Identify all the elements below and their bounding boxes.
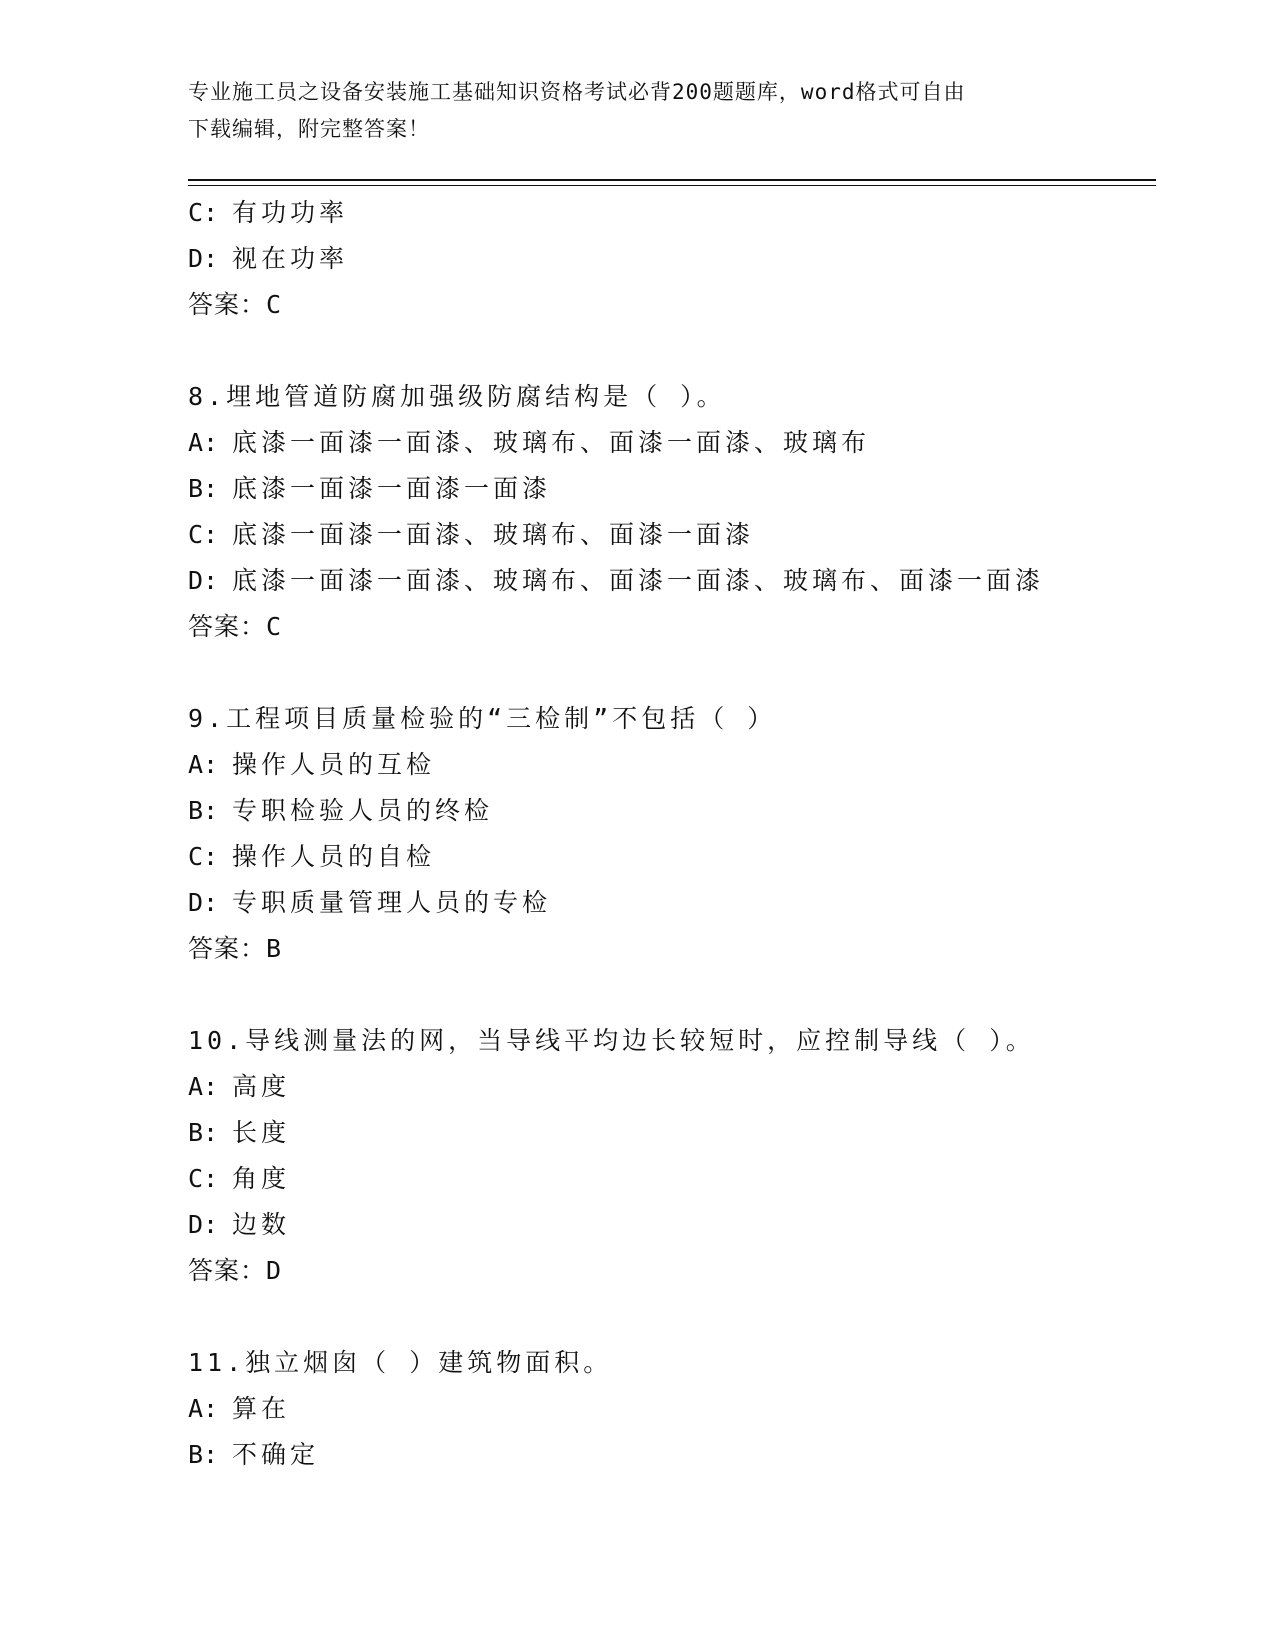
question-text: 9.工程项目质量检验的“三检制”不包括（ ） bbox=[188, 704, 777, 733]
header-line-2: 下载编辑，附完整答案！ bbox=[188, 117, 430, 141]
option-b: B: 不确定 bbox=[188, 1440, 320, 1469]
answer-value: C bbox=[266, 290, 283, 319]
option-text: 底漆一面漆一面漆、玻璃布、面漆一面漆、玻璃布、面漆一面漆 bbox=[232, 566, 1045, 595]
option-a: A: 操作人员的互检 bbox=[188, 750, 436, 779]
header-line-1: 专业施工员之设备安装施工基础知识资格考试必背200题题库，word格式可自由 bbox=[188, 80, 966, 104]
question-text: 10.导线测量法的网，当导线平均边长较短时，应控制导线（ ）。 bbox=[188, 1026, 1035, 1055]
answer-line bbox=[188, 1248, 1148, 1294]
option-c: C: 有功功率 bbox=[188, 198, 349, 227]
answer-line bbox=[188, 926, 1148, 972]
option-text: 算在 bbox=[232, 1394, 291, 1423]
answer-value: D bbox=[266, 1256, 283, 1285]
answer-label: 答案： bbox=[188, 612, 267, 641]
option-c: C: 操作人员的自检 bbox=[188, 842, 436, 871]
question-list bbox=[188, 190, 1148, 1478]
option-text: 专职检验人员的终检 bbox=[232, 796, 494, 825]
option-b: B: 长度 bbox=[188, 1118, 291, 1147]
option-d: D: 边数 bbox=[188, 1210, 291, 1239]
question-block-8 bbox=[188, 374, 1148, 650]
document-header bbox=[188, 74, 1078, 148]
question-text: 11.独立烟囱（ ）建筑物面积。 bbox=[188, 1348, 613, 1377]
option-text: 高度 bbox=[232, 1072, 291, 1101]
option-text: 专职质量管理人员的专检 bbox=[232, 888, 552, 917]
header-divider-thick bbox=[188, 179, 1156, 181]
option-d: D: 底漆一面漆一面漆、玻璃布、面漆一面漆、玻璃布、面漆一面漆 bbox=[188, 566, 1045, 595]
option-text: 不确定 bbox=[232, 1440, 320, 1469]
answer-label: 答案： bbox=[188, 1256, 267, 1285]
question-text: 8.埋地管道防腐加强级防腐结构是（ ）。 bbox=[188, 382, 726, 411]
option-d: D: 视在功率 bbox=[188, 244, 349, 273]
question-block-10 bbox=[188, 1018, 1148, 1294]
option-a: A: 算在 bbox=[188, 1394, 291, 1423]
option-b: B: 底漆一面漆一面漆一面漆 bbox=[188, 474, 552, 503]
option-text: 操作人员的自检 bbox=[232, 842, 436, 871]
option-text: 长度 bbox=[232, 1118, 291, 1147]
answer-line bbox=[188, 282, 1148, 328]
option-b: B: 专职检验人员的终检 bbox=[188, 796, 494, 825]
option-text: 角度 bbox=[232, 1164, 291, 1193]
header-divider-thin bbox=[188, 185, 1156, 186]
answer-line bbox=[188, 604, 1148, 650]
answer-label: 答案： bbox=[188, 290, 267, 319]
option-text: 有功功率 bbox=[232, 198, 349, 227]
option-a: A: 底漆一面漆一面漆、玻璃布、面漆一面漆、玻璃布 bbox=[188, 428, 871, 457]
option-text: 底漆一面漆一面漆、玻璃布、面漆一面漆、玻璃布 bbox=[232, 428, 871, 457]
question-block-7 bbox=[188, 190, 1148, 328]
question-block-11 bbox=[188, 1340, 1148, 1478]
option-a: A: 高度 bbox=[188, 1072, 291, 1101]
option-text: 底漆一面漆一面漆、玻璃布、面漆一面漆 bbox=[232, 520, 755, 549]
answer-value: B bbox=[266, 934, 283, 963]
answer-label: 答案： bbox=[188, 934, 267, 963]
option-text: 底漆一面漆一面漆一面漆 bbox=[232, 474, 552, 503]
option-d: D: 专职质量管理人员的专检 bbox=[188, 888, 552, 917]
option-c: C: 底漆一面漆一面漆、玻璃布、面漆一面漆 bbox=[188, 520, 755, 549]
option-c: C: 角度 bbox=[188, 1164, 291, 1193]
option-text: 视在功率 bbox=[232, 244, 349, 273]
option-text: 边数 bbox=[232, 1210, 291, 1239]
answer-value: C bbox=[266, 612, 283, 641]
option-text: 操作人员的互检 bbox=[232, 750, 436, 779]
question-block-9 bbox=[188, 696, 1148, 972]
